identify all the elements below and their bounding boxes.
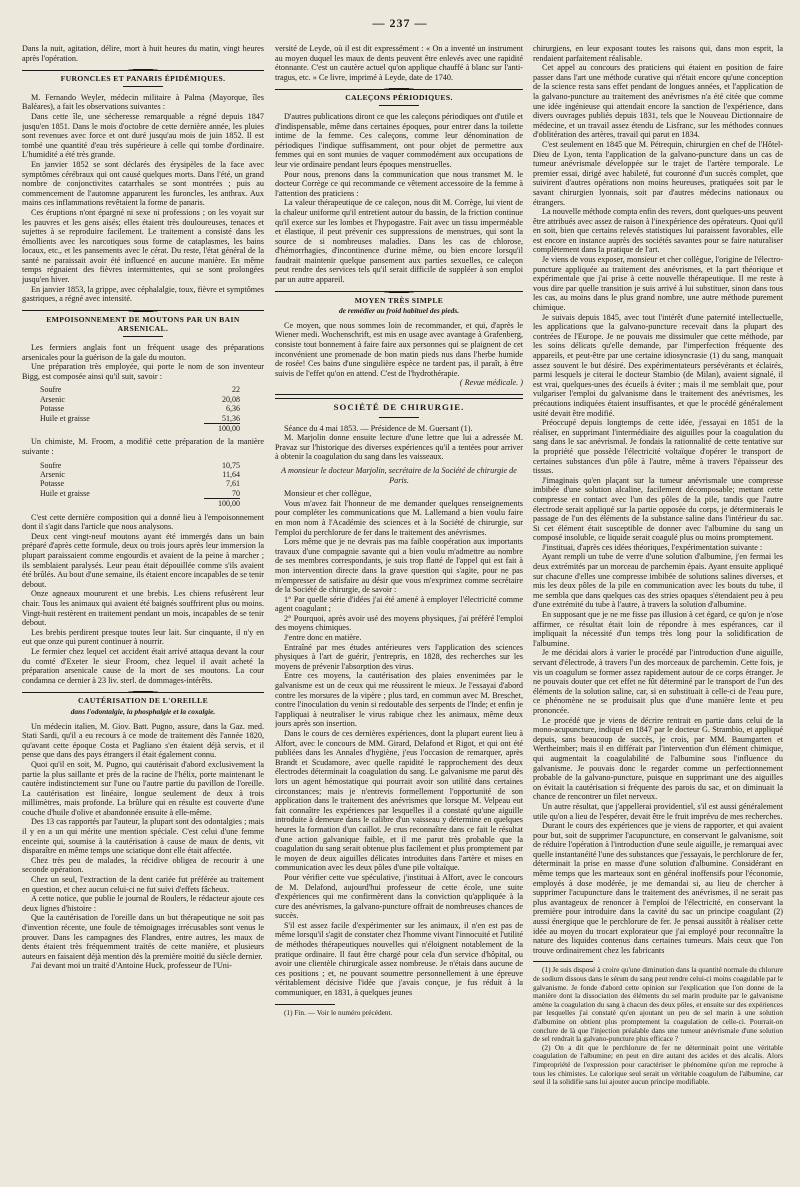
paragraph: D'autres publications diront ce que les caleçons périodiques ont d'utile et d'indispensable, même dans certaines époques, pour entrer dans la toilette intime de la femme. Ces caleçons, comme leur dénomination de périodiques l'indique suffisamment, ont pour objet de permettre aux femmes qui en sont munies de vaquer commodément aux occupations de leur vie ordinaire pendant leurs époques menstruelles.: [275, 111, 523, 169]
paragraph: Quoi qu'il en soit, M. Pugno, qui cautérisait d'abord exclusivement la partie la plus saillante et près de la racine de l'hélix, porte maintenant le cautère indistinctement sur l'une ou l'autre partie du pavillon de l'oreille. La cautérisation est linéaire, longue seulement de deux à trois millimètres, mais profonde. La brûlure qui en résulte est couverte d'une couche d'huile d'olive et abandonnée ensuite à elle-même.: [22, 759, 264, 817]
paragraph: C'est cette dernière composition qui a donné lieu à l'empoisonnement dont il s'agit dans l'article que nous analysons.: [22, 512, 264, 532]
paragraph: 2° Pourquoi, après avoir usé des moyens physiques, j'ai préféré l'emploi des moyens chimiques.: [275, 613, 523, 633]
section-title: CAUTÉRISATION DE L'OREILLE: [77, 696, 209, 706]
paragraph: Ces éruptions n'ont épargné ni sexe ni professions ; on les voyait sur les pauvres et les gens aisés; elles étaient très douloureuses, tenaces et sujettes à se reproduire facilement. Le traitement a consisté dans les émollients avec les narcotiques sous forme de cataplasmes, les bains locaux, etc., et les pansements avec le cérat. Du reste, l'état général de la santé ne paraissait avoir été influencé en aucune manière. En même temps régnaient des fièvres intermittentes, qui se sont prolongées jusqu'en hiver.: [22, 207, 264, 285]
recipe-row: Huile et graisse 70: [40, 488, 240, 499]
paragraph: Dans cette île, une sécheresse remarquable a régné depuis 1847 jusqu'en 1851. Dans le mois d'octobre de cette dernière année, les pluies sont revenues avec force et ont duré jusqu'au mois de juin 1852. Il est tombé une quantité d'eau très supérieure à celle qui tombe d'ordinaire. L'humidité a été très grande.: [22, 111, 264, 160]
source-citation: ( Revue médicale. ): [459, 378, 523, 388]
paragraph: 1° Par quelle série d'idées j'ai été amené à employer l'électricité comme agent coagulant ;: [275, 594, 523, 614]
paragraph: Une préparation très employée, qui porte le nom de son inventeur Bigg, est composée ainsi qu'il suit, savoir :: [22, 362, 264, 381]
paragraph: Deux cent vingt-neuf moutons ayant été immergés dans un bain préparé d'après cette formule, deux ou trois jours après leur immersion la plupart paraissaient comme engourdis et avaient de la peine à marcher ; ils semblaient paralysés. Leur peau était dépouillée comme s'ils avaient été brûlés. Au bout d'une semaine, ils étaient encore incapables de se tenir debout.: [22, 531, 264, 589]
section-divider: [22, 310, 264, 312]
paragraph: Séance du 4 mai 1853. — Présidence de M. Guersant (1).: [284, 423, 473, 433]
paragraph: J'entre donc en matière.: [284, 633, 362, 643]
paragraph: La valeur thérapeutique de ce caleçon, nous dit M. Corrège, lui vient de la chaleur uniforme qu'il entretient autour du bassin, de la friction continue qu'il exerce sur les lombes et l'hypogastre. Fait avec un tissu imperméable et élastique, il peut prévenir ces suppressions de menstrues, qui sont la source de si nombreuses maladies. Dans les cas de chlorose, d'hémorrhagies, d'incontinence d'urine même, ou bien encore lorsqu'il faudrait maintenir quelque pansement aux parties sexuelles, ce caleçon peut rendre des services tels qu'il serait difficile de suppléer à son emploi par un autre appareil.: [275, 198, 523, 285]
paragraph: Onze agneaux moururent et une brebis. Les chiens refusèrent leur chair. Tous les animaux qui avaient été baignés souffrirent plus ou moins. Vingt-huit restèrent en traitement pendant un mois, incapables de se tenir debout.: [22, 589, 264, 628]
recipe-row: Arsenic 11,64: [40, 470, 240, 480]
section-subtitle: dans l'odontalgie, la phosphalgie et la coxalgie.: [70, 706, 216, 716]
column-middle: [275, 44, 523, 1160]
footnote-divider: [275, 1004, 335, 1005]
paragraph: M. Fernando Weyler, médecin militaire à Palma (Mayorque, îles Baléares), a fait les observations suivantes :: [22, 92, 264, 112]
page-header: [0, 14, 800, 32]
paragraph: Entraîné par mes études antérieures vers l'application des sciences physiques à l'art de guérir, j'entrepris, en 1828, des recherches sur les moyens de prévenir l'absorption des virus.: [275, 642, 523, 671]
paragraph: Lors même que je ne devrais pas ma faible coopération aux importants travaux d'une compagnie savante qui a bien voulu m'admettre au nombre de ses membres correspondants, je suis trop flatté de l'appel qui est fait à mon intervention directe dans la grave question qui s'agite, pour ne pas m'empresser de satisfaire au désir que vous m'exprimez comme secrétaire de la Société de chirurgie, de savoir :: [275, 537, 523, 595]
title-underline: [379, 105, 419, 106]
paragraph: Le procédé que je viens de décrire rentrait en partie dans celui de la mono-acupuncture, indiqué en 1847 par le docteur G. Strambio, et appliqué depuis, sans beaucoup de succès, je crois, par MM. Baumgarten et Wertheimber; mais il en différait par l'intervention d'un élément chimique, qui augmentait la coagulabilité de l'albumine sous l'influence du galvanisme. Je pouvais donc le regarder comme un perfectionnement probable de la galvano-puncture, puisque en supprimant une des aiguilles on évitait la cautérisation si fréquente des parois du sac, et on diminuait la chance de rencontrer un filet nerveux.: [533, 715, 783, 802]
paragraph: chirurgiens, en leur exposant toutes les raisons qui, dans mon esprit, la rendaient parfaitement réalisable.: [533, 44, 783, 63]
paragraph: En janvier 1853, la grippe, avec céphalalgie, toux, fièvre et symptômes gastriques, a régné avec intensité.: [22, 284, 264, 304]
recipe-row: Soufre 10,75: [40, 460, 240, 470]
section-title: MOYEN TRÈS SIMPLE: [354, 295, 444, 305]
paragraph: Monsieur et cher collègue,: [284, 489, 372, 499]
footnote: (1) Fin. — Voir le numéro précédent.: [284, 1007, 393, 1017]
recipe-table-bigg: [40, 385, 240, 433]
section-divider: [275, 394, 523, 399]
paragraph: Les fermiers anglais font un fréquent usage des préparations arsenicales pour la guérison de la gale du mouton.: [22, 343, 264, 362]
section-title: CALEÇONS PÉRIODIQUES.: [345, 93, 453, 103]
paragraph: En janvier 1852 se sont déclarés des érysipèles de la face avec symptômes cérébraux qui ont causé quelques morts. Dans l'été, un grand nombre de conjonctivites catarrhales se sont montrées ; puis au commencement de l'automne apparurent les furoncles, les anthrax. Aux mains ces inflammations revêtaient la forme de panaris.: [22, 159, 264, 208]
paragraph: Des 13 cas rapportés par l'auteur, la plupart sont des odontalgies ; mais il y en a un qui mérite une mention spéciale. C'est celui d'une femme enceinte qui, soumise à la cautérisation à cause de maux de dents, vit disparaître en même temps une sciatique dont elle était affectée.: [22, 817, 264, 856]
recipe-total-row: 100,00: [40, 499, 240, 509]
section-subtitle: de remédier au froid habituel des pieds.: [338, 306, 460, 316]
section-title: EMPOISONNEMENT DE MOUTONS PAR UN BAIN ARSENICAL.: [46, 314, 240, 334]
paragraph: S'il est assez facile d'expérimenter sur les animaux, il n'en est pas de même lorsqu'il s'agit de constater chez l'homme vivant l'innocuité et l'utilité de méthodes thérapeutiques nouvelles qui n'éloignent notablement de la pratique ordinaire. Il faut être chargé pour cela d'un service d'hôpital, ou avoir une clientèle chirurgicale assez nombreuse. Je n'étais dans aucune de ces positions ; et, ne pouvant soumettre personnellement à une épreuve véritablement décisive l'idée que j'avais conçue, je fus réduit à la communiquer, en 1831, à quelques jeunes: [275, 920, 523, 998]
paragraph: Le fermier chez lequel cet accident était arrivé attaqua devant la cour du comté d'Exeter le sieur Froom, chez lequel il avait acheté la préparation arsenicale cause de la mort de ses moutons. La cour condamna ce dernier à 23 liv. sterl. de dommages-intérêts.: [22, 646, 264, 685]
letter-address: A monsieur le docteur Marjolin, secrétaire de la Société de chirurgie de Paris.: [281, 465, 517, 485]
paragraph: Les brebis perdirent presque toutes leur lait. Sur cinquante, il n'y en eut que onze qui purent continuer à nourrir.: [22, 627, 264, 647]
paragraph: La nouvelle méthode compta enfin des revers, dont quelques-uns peuvent être attribués avec assez de raison à l'inexpérience des opérateurs. Quoi qu'il en soit, bien que certains relevés statistiques lui paraissent favorables, elle est encore en instance auprès des sociétés savantes pour se faire naturaliser complètement dans la pratique de l'art.: [533, 207, 783, 255]
paragraph: Vous m'avez fait l'honneur de me demander quelques renseignements pour compléter les communications que M. Lallemand a bien voulu faire en mon nom à l'Académie des sciences et à la Société de chirurgie, sur l'emploi du perchlorure de fer dans le traitement des anévrismes.: [275, 498, 523, 537]
paragraph: Cet appel au concours des praticiens qui étaient en position de faire passer dans l'art une méthode curative qui n'était encore qu'une conception de la science resta sans effet pendant de longues années, et l'application de la galvano-puncture au traitement des anévrismes n'a été citée que comme une idée ingénieuse qui attendait encore la sanction de l'expérience, dans divers ouvrages publiés depuis 1831, tels que le Nouveau Dictionnaire de médecine, et un travail assez étendu de Lisfranc, sur les méthodes connues d'oblitération des artères, travail qui parut en 1834.: [533, 63, 783, 140]
paragraph: En supposant que je ne me fisse pas illusion à cet égard, ce qu'on je n'ose affirmer, ce résultat était loin de répondre à mes espérances, car il impliquait la nécessité d'un temps très long pour la solidification de l'albumine.: [533, 610, 783, 648]
title-underline: [123, 86, 163, 87]
section-divider: [275, 88, 523, 90]
paragraph: Je me décidai alors à varier le procédé par l'introduction d'une aiguille, servant d'électrode, à travers l'un des morceaux de parchemin. Cette fois, je vis un coagulum se former assez rapidement autour de ce corps étranger. Je ne pouvais douter que cet effet ne fût déterminé par le transport de l'un des éléments de la solution saline, car, si en substituait à celle-ci de l'eau pure, ce phénomène ne se produisait plus que d'une manière lente et peu prononcée.: [533, 648, 783, 715]
recipe-total-row: 100,00: [40, 424, 240, 434]
paragraph: Préoccupé depuis longtemps de cette idée, j'essayai en 1851 de la réaliser, en supprimant l'intermédiaire des aiguilles pour la coagulation du sang dans le sac anévrismal. Je fondais la rationnalité de cette tentative sur la propriété que possède l'électricité voltaïque d'opérer le transport de certaines substances d'un pôle à l'autre, même à travers l'épaisseur des tissus.: [533, 418, 783, 476]
paragraph: Un autre résultat, que j'appellerai providentiel, s'il est aussi généralement utile qu'on a lieu de l'espérer, devait être le fruit imprévu de mes recherches.: [533, 801, 783, 821]
footnote: (2) On a dit que le perchlorure de fer ne déterminait point une véritable coagulation de l'albumine; en peut en dire autant des acides et des alcalis. Alors l'impropriété de l'expression pour caractériser le phénomène qu'on me reproche à tous les chimistes. Le calorique seul serait un véritable coagulum de l'albumine, car seul il la solidifie sans lui ajouter aucun principe modifiable.: [533, 1042, 783, 1087]
column-left: [22, 44, 264, 1160]
paragraph: Un chimiste, M. Froom, a modifié cette préparation de la manière suivante :: [22, 437, 264, 457]
paragraph: Que la cautérisation de l'oreille dans un but thérapeutique ne soit pas d'invention récente, une foule de témoignages irrécusables sont venus le prouver. Dans les campagnes des Flandres, entre autres, les maux de dents étaient très fréquemment traités de cette manière, et plusieurs auteurs en faisaient déjà mention dès la première moitié du siècle dernier.: [22, 913, 264, 961]
paragraph: J'imaginais qu'en plaçant sur la tumeur anévrismale une compresse imbibée d'une solution alcaline, facilement décomposable; mettant cette compresse en contact avec l'un des pôles de la pile, tandis que l'autre électrode serait appliqué sur la partie opposée du corps, je déterminerais le passage de l'un des éléments de la substance saline dans l'intérieur du sac. Si cet élément était susceptible de donner avec l'albumine du sang un composé insoluble, ce liquide serait coagulé plus ou moins promptement.: [533, 475, 783, 543]
paragraph: Dans le cours de ces dernières expériences, dont la plupart eurent lieu à Alfort, avec le concours de MM. Girard, Delafond et Rigot, et qui ont été publiées dans les Annales d'hygiène, j'eus l'occasion de remarquer, après Brandt et Scudamore, avec quelle rapidité le rapprochement des deux électrodes déterminait la coagulation du sang. Le galvanisme me parut dès lors un agent hémostatique qui pourrait avoir son utilité dans certaines circonstances; mais je n'entrevis formellement l'opportunité de son application dans le traitement des anévrismes que lorsque M. Velpeau eut fait connaître les expériences par lesquelles il a constaté qu'une aiguille introduite à demeure dans le calibre d'un vaisseau y détermine en quelques heures la formation d'un caillot. Je crus reconnaître dans ce fait le résultat d'une action galvanique faible, et il me parut très probable que la coagulation du sang serait obtenue plus facilement et plus promptement par le moyen de deux aiguilles délicates introduites dans l'artère et mises en communication avec les deux pôles d'une pile voltaïque.: [275, 729, 523, 873]
recipe-row: Huile et graisse 51,36: [40, 413, 240, 423]
section-divider: [22, 69, 264, 71]
section-divider: [275, 291, 523, 293]
section-divider: [22, 691, 264, 693]
paragraph: Pour vérifier cette vue spéculative, j'instituai à Alfort, avec le concours de M. Delafond, aujourd'hui professeur de cette école, une suite d'expériences qui me confirmèrent dans la conviction qu'appliquée à la cure des anévrismes, la galvano-puncture offrait de nombreuses chances de succès.: [275, 872, 523, 921]
footnote: (1) Je suis disposé à croire qu'une diminution dans la quantité normale du chlorure de sodium dissous dans le sérum du sang peut rendre celui-ci moins coagulable par le galvanisme. Je fonde d'abord cette opinion sur l'explication que l'on donne de la manière dont la dissociation des éléments du sel marin produite par le galvanisme amène la coagulation du sang à chacun des deux pôles, et ensuite sur des expériences par lesquelles j'ai constaté qu'en ajoutant un peu de sel marin à une solution d'albumine on obtient plus promptement la coagulation de celle-ci. Pourrait-on conclure de là que l'injection préalable dans une tumeur anévrismale d'une solution de sel rendrait la galvano-puncture plus efficace ?: [533, 965, 783, 1044]
paragraph: A cette notice, que publie le journal de Roulers, le rédacteur ajoute ces deux lignes d'histoire :: [22, 894, 264, 913]
paragraph: J'ai devant moi un traité d'Antoine Huck, professeur de l'Uni-: [31, 961, 232, 971]
paragraph: C'est seulement en 1845 que M. Pétrequin, chirurgien en chef de l'Hôtel-Dieu de Lyon, tenta l'application de la galvano-puncture dans un cas de tumeur anévrismale développée sur le trajet de l'artère temporale. Le premier essai, dirigé avec habileté, fut couronné d'un succès complet, que suivirent d'autres opérations non moins heureuses, pratiquées soit par le savant chirurgien lyonnais, soit par d'autres médecins nationaux ou étrangers.: [533, 139, 783, 207]
paragraph: Un médecin italien, M. Giov. Batt. Pugno, assure, dans la Gaz. med. Stati Sardi, qu'il a eu recours à ce mode de traitement dès l'année 1820, qu'avant cette époque Costa et Pagliano s'en étaient déjà servis, et il pense que dans des pays étrangers il était également connu.: [22, 721, 264, 760]
section-title: FURONCLES ET PANARIS ÉPIDÉMIQUES.: [60, 74, 226, 84]
recipe-row: Soufre 22: [40, 385, 240, 395]
recipe-row: Potasse 7,61: [40, 479, 240, 489]
paragraph: versité de Leyde, où il est dit expressément : « On a inventé un instrument au moyen duquel les maux de dents peuvent être enlevés avec une rapidité étonnante. C'est un cautère actuel qu'on applique chauffé à blanc sur l'anti-tragus, etc. » Ce livre, imprimé à Leyde, date de 1740.: [275, 44, 523, 82]
title-underline: [379, 417, 419, 418]
paragraph: Durant le cours des expériences que je viens de rapporter, et qui avaient pour but, soit de supprimer l'acupuncture, en conservant le galvanisme, soit de réduire l'opération à l'introduction d'une seule aiguille, je remarquai avec quelle instantanéité l'une des substances que j'essayais, le perchlorure de fer, déterminait la prise en masse d'une solution d'albumine. Considérant en même temps que les marteaux sont en général inoffensifs pour l'économie, employés à dose modérée, je me demandai si, au lieu de chercher à supprimer l'acupuncture dans le traitement des anévrismes, il ne serait pas plus avantageux de renoncer à l'emploi de l'électricité, en conservant la première pour introduire dans la cavité du sac un principe coagulant (2) aussi énergique que le perchlorure de fer. Je pensai aussitôt à réaliser cette idée au moyen du trocart explorateur que j'ai employé pour reconnaître la nature des liquides contenus dans certaines tumeurs. Mais ceux que l'on trouve ordinairement chez les fabricants: [533, 821, 783, 955]
paragraph: J'instituai, d'après ces idées théoriques, l'expérimentation suivante :: [542, 542, 763, 552]
paragraph: M. Marjolin donne ensuite lecture d'une lettre que lui a adressée M. Pravaz sur l'historique des diverses expériences qu'il a tentées pour arriver à obtenir la coagulation du sang dans les vaisseaux.: [275, 433, 523, 462]
paragraph: Je suivais depuis 1845, avec tout l'intérêt d'une paternité intellectuelle, les applications que la galvano-puncture recevait dans la plupart des contrées de l'Europe. Je ne pouvais me dissimuler que cette méthode, par les soins délicats qu'elle demande, par l'imperfection fréquente des appareils, et peut-être par une certaine idiosyncrasie (1) du sang, manquait assez souvent le but désiré. Des expérimentateurs persévérants et éclairés, parmi lesquels je citerai le docteur Stambio (de Milan), avaient signalé, il est vrai, quelques-unes des écueils à éviter ; mais il me semblait que, pour vulgariser l'emploi du galvanisme dans le traitement des anévrismes, les précautions indiquées étaient insuffisantes, et que le procédé généralement usité devait être modifié.: [533, 312, 783, 418]
paragraph: Je viens de vous exposer, monsieur et cher collègue, l'origine de l'électro-puncture appliquée au traitement des anévrismes, et la part théorique et expérimentale que j'ai prise à cette nouvelle thérapeutique. Il me reste à vous dire par quelle transition je suis arrivé à lui substituer, sinon dans tous les cas, au moins dans le plus grand nombre, une autre méthode purement chimique.: [533, 255, 783, 313]
title-underline: [123, 336, 163, 337]
paragraph: Chez très peu de malades, la récidive obligea de recourir à une seconde opération.: [22, 855, 264, 875]
footnote-divider: [533, 961, 593, 962]
paragraph: Ce moyen, que nous sommes loin de recommander, et qui, d'après le Wiener medi. Wochenschrift, est mis en usage avec avantage à Grafenberg, consiste tout bonnement à faire faire aux personnes qui se plaignent de cet inconvénient une promenade de bon matin pieds nus dans l'herbe humide de rosée! Ces bains d'une singulière espèce ne tardent pas, il paraît, à être suivis de l'effet qu'on en attend. C'est de l'hydrothérapie.: [275, 320, 523, 378]
recipe-row: Arsenic 20,08: [40, 394, 240, 404]
paragraph: Pour nous, prenons dans la communication que nous transmet M. le docteur Corrège ce qui recommande ce vêtement accessoire de la femme à l'attention des praticiens :: [275, 169, 523, 198]
recipe-row: Potasse 6,36: [40, 404, 240, 414]
recipe-table-froom: [40, 461, 240, 509]
column-right: [533, 44, 783, 1160]
paragraph: Dans la nuit, agitation, délire, mort à huit heures du matin, vingt heures après l'opération.: [22, 44, 264, 63]
paragraph: Ayant rempli un tube de verre d'une solution d'albumine, j'en fermai les deux extrémités par un morceau de parchemin épais. Ayant ensuite appliqué sur chacune d'elles une compresse imbibée de solutions salines diverses, et mis les deux pôles de la pile en communication avec les bouts du tube, il me sembla que dans quelques cas des stries opaques s'étendaient peu à peu d'une extrémité du tube à l'autre, à travers la solution d'albumine.: [533, 552, 783, 610]
paragraph: Entre ces moyens, la cautérisation des plaies envenimées par le galvanisme est un de ceux qui me réussirent le mieux. Je l'essayai d'abord contre les morsures de la vipère ; plus tard, en commun avec M. Breschet, contre l'inoculation du venin si redoutable des serpents de l'Inde; et enfin je l'appliquai à neutraliser le virus rabique chez les animaux, même deux jours après son insertion.: [275, 671, 523, 729]
page-number: — 237 —: [372, 16, 428, 30]
paragraph: Chez un seul, l'extraction de la dent cariée fut préférée au traitement en question, et chez aucun celui-ci ne fut suivi d'effets fâcheux.: [22, 875, 264, 894]
section-title: SOCIÉTÉ DE CHIRURGIE.: [333, 402, 465, 412]
